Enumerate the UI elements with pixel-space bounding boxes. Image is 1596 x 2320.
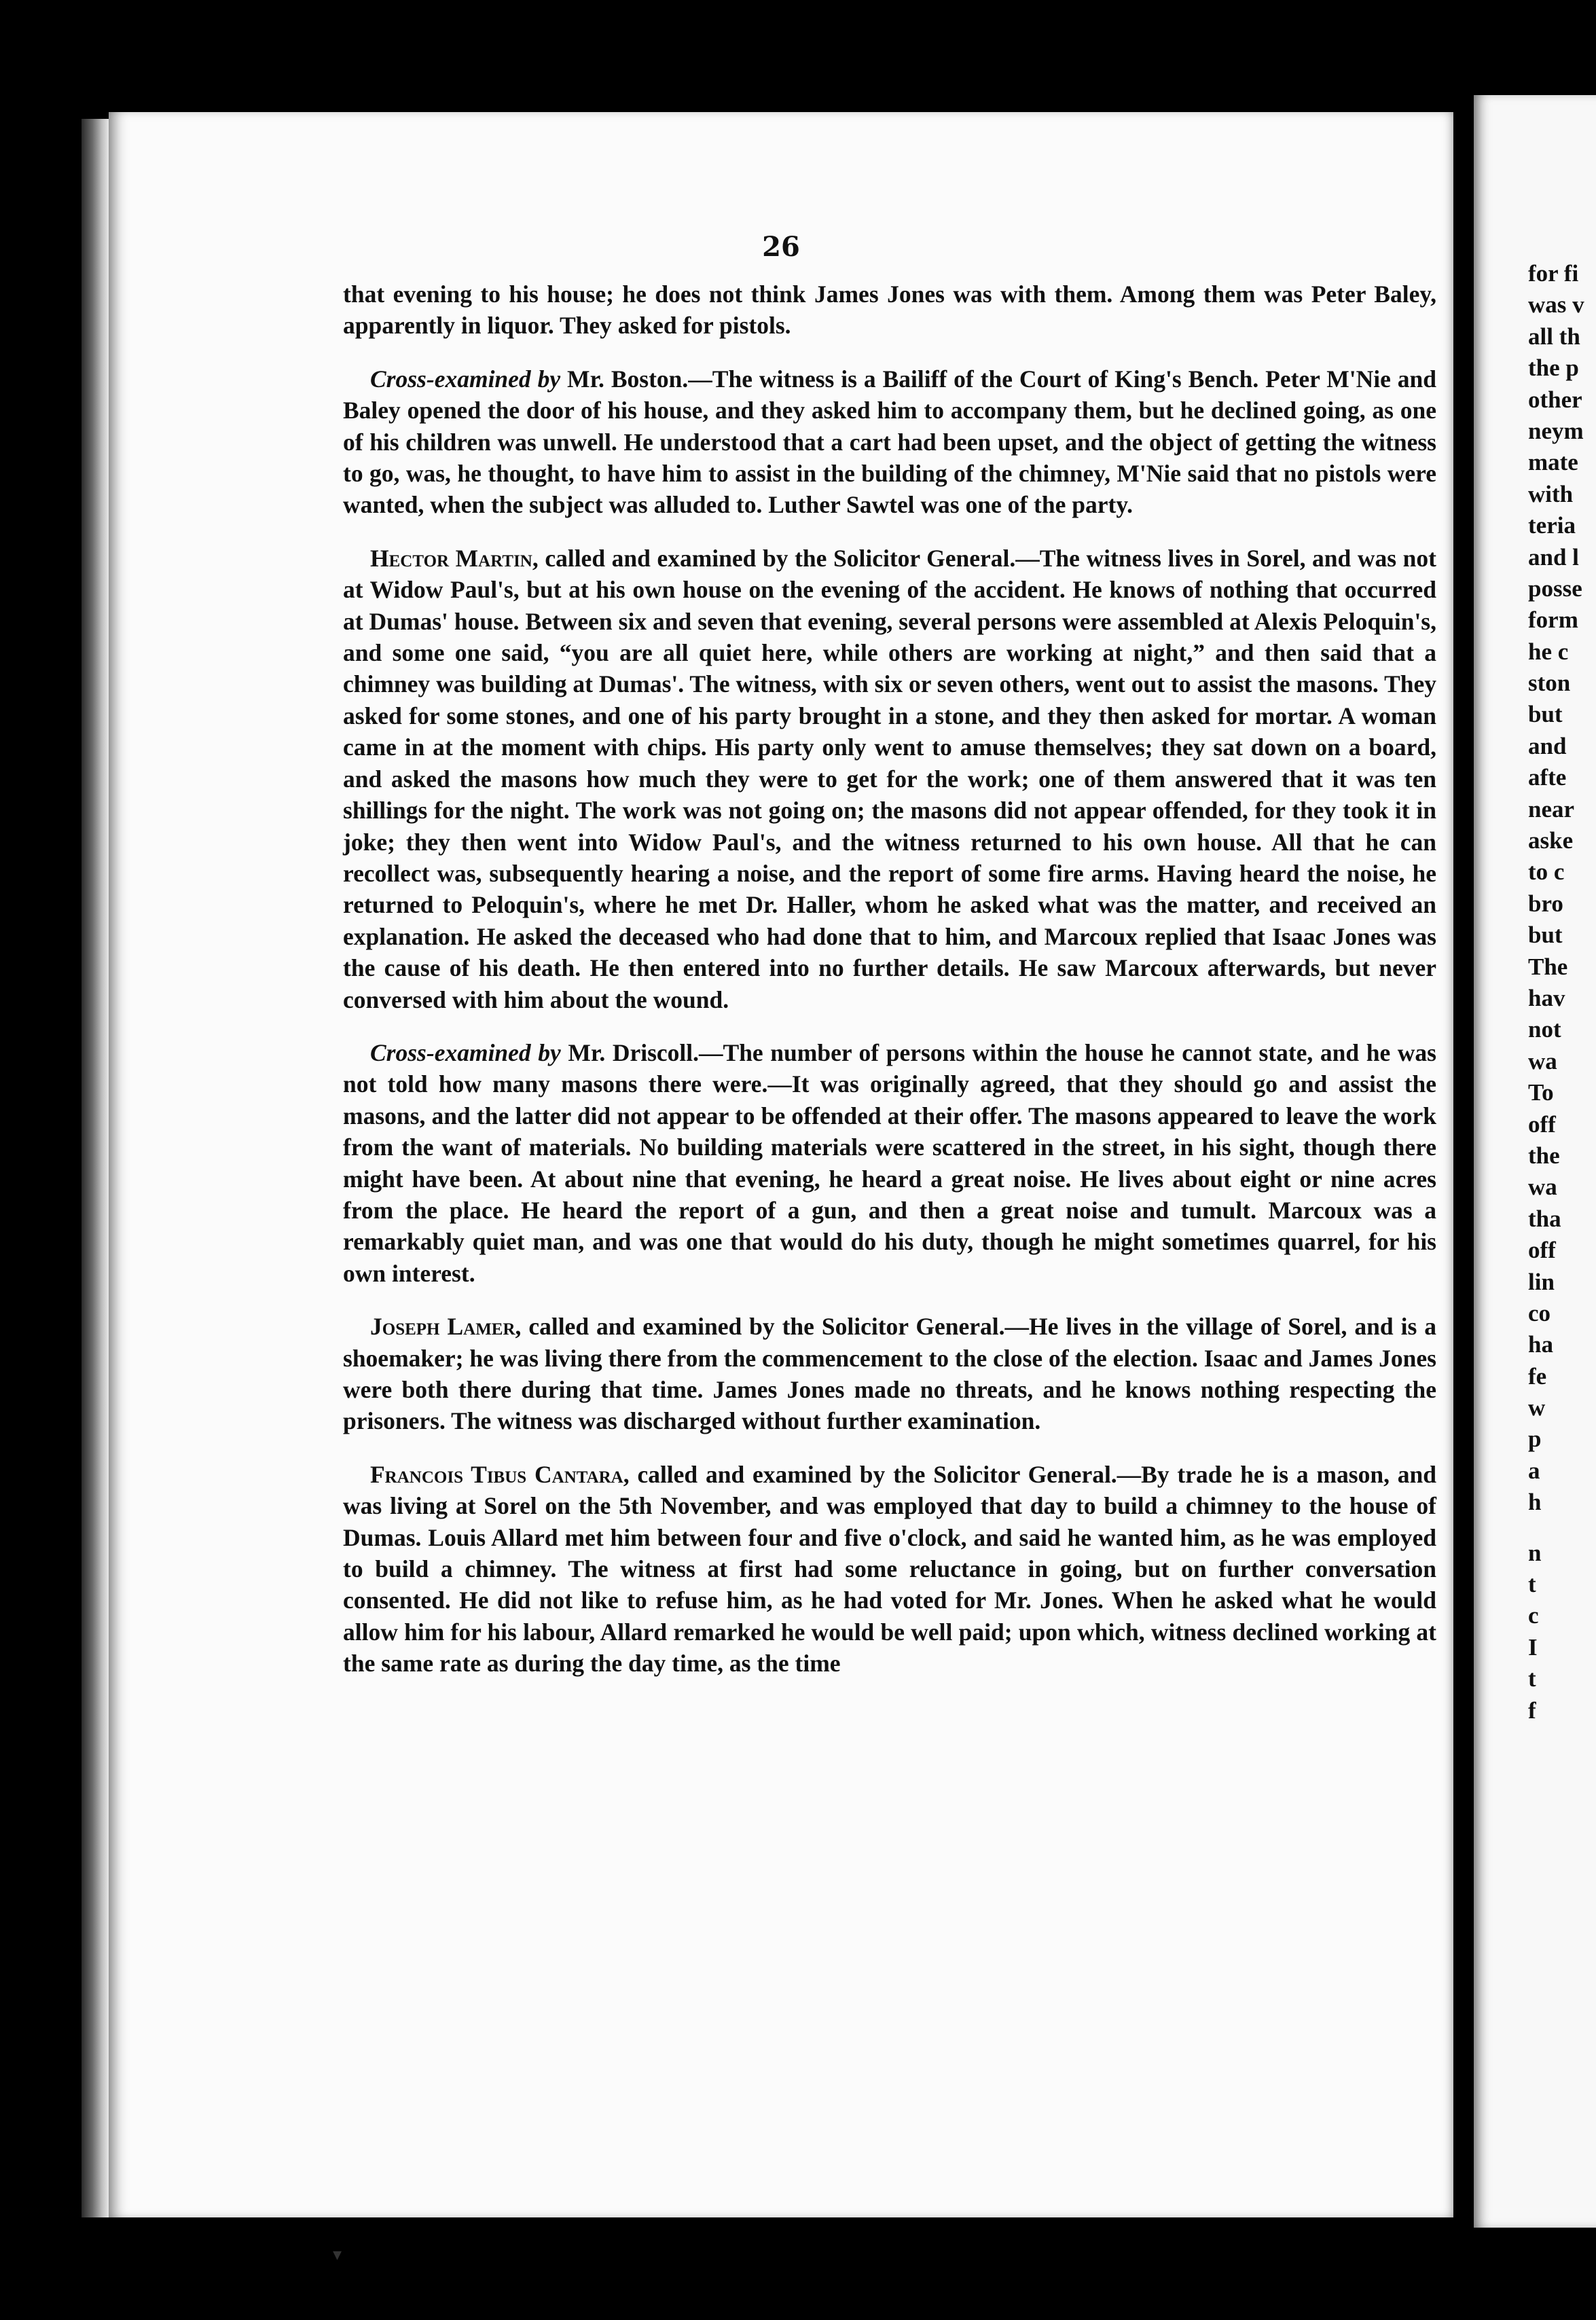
facing-page-fragment: to c: [1528, 858, 1565, 886]
facing-page-fragment: [1528, 1519, 1584, 1538]
margin-mark: ▾: [333, 2245, 342, 2265]
paragraph-lead: Joseph Lamer,: [370, 1313, 522, 1341]
page-body: [343, 278, 1436, 1701]
facing-page-fragment: and l: [1528, 543, 1579, 570]
facing-page-fragment: the: [1528, 1142, 1560, 1169]
paragraph-continuation: [343, 278, 1436, 342]
facing-page-fragment: The: [1528, 953, 1568, 980]
facing-page-fragment: wa: [1528, 1174, 1557, 1201]
facing-page-fragment: c: [1528, 1602, 1539, 1629]
facing-page-fragment: p: [1528, 1426, 1542, 1453]
facing-page-fragment: for fi: [1528, 260, 1579, 287]
paragraph-cross-examination-boston: [343, 363, 1436, 521]
facing-page-text-fragments: [1528, 258, 1584, 1726]
paragraph-francois-cantara: [343, 1459, 1436, 1680]
facing-page-fragment: n: [1528, 1539, 1542, 1566]
facing-page-fragment: posse: [1528, 575, 1582, 602]
facing-page-fragment: off: [1528, 1237, 1556, 1264]
facing-page-fragment: a: [1528, 1457, 1540, 1484]
paragraph-text: Mr. Boston.—The witness is a Bailiff of the Court of King's Bench. Peter M'Nie and Baley opened the door of his house, and they asked him to accompany them, but he declined going, as one of his children was unwell. He understood that a cart had been upset, and the object of getting the witness to go, was, he thought, to have him to assist in the building of the chimney, M'Nie said that no pistols were wanted, when the subject was alluded to. Luther Sawtel was one of the party.: [343, 365, 1437, 519]
facing-page-fragment: he c: [1528, 638, 1569, 665]
facing-page-fragment: near: [1528, 795, 1575, 822]
facing-page-fragment: but: [1528, 701, 1563, 728]
facing-page-fragment: t: [1528, 1571, 1536, 1598]
facing-page-fragment: neym: [1528, 417, 1584, 444]
facing-page-fragment: with: [1528, 480, 1574, 507]
paragraph-text: called and examined by the Solicitor General.—The witness lives in Sorel, and was not at Widow Paul's, but at his own house on the evening of the accident. He knows of nothing that occurred at Dumas' house. Between six and seven that evening, several persons were assembled at Alexis Peloquin's, and some one said, “you are all quiet here, while others are working at night,” and then said that a chimney was building at Dumas'. The witness, with six or seven others, went out to assist the masons. They asked for some stones, and one of his party brought in a stone, and they then asked for mortar. A woman came in at the moment with chips. His party only went to amuse themselves; they sat down on a board, and asked the masons how much they were to get for the work; one of them answered that it was ten shillings for the night. The work was not going on; the masons did not appear offended, for they took it in joke; they then went into Widow Paul's, and the witness returned to his own house. All that he can recollect was, subsequently hearing a noise, and the report of some fire arms. Having heard the noise, he returned to Peloquin's, where he met Dr. Haller, whom he asked what was the matter, and received an explanation. He asked the deceased who had done that to him, and Marcoux replied that Isaac Jones was the cause of his death. He then entered into no further details. He saw Marcoux afterwards, but never conversed with him about the wound.: [343, 544, 1436, 1013]
book-spine-edge: [81, 119, 109, 2217]
facing-page-fragment: w: [1528, 1394, 1546, 1421]
facing-page-fragment: other: [1528, 386, 1582, 413]
facing-page-fragment: co: [1528, 1299, 1551, 1326]
paragraph-cross-examination-driscoll: [343, 1037, 1436, 1289]
facing-page-fragment: bro: [1528, 890, 1563, 917]
paragraph-joseph-lamer: [343, 1311, 1436, 1437]
facing-page-fragment: f: [1528, 1697, 1536, 1724]
facing-page-fragment: ha: [1528, 1331, 1553, 1358]
facing-page-fragment: aske: [1528, 827, 1574, 854]
facing-page-fragment: and: [1528, 732, 1567, 759]
paragraph-lead: Cross-examined by: [370, 1038, 561, 1066]
facing-page-fragment: h: [1528, 1489, 1542, 1516]
facing-page-fragment: lin: [1528, 1268, 1555, 1295]
facing-page-fragment: teria: [1528, 512, 1576, 539]
facing-page-fragment: fe: [1528, 1362, 1547, 1390]
facing-page-fragment: mate: [1528, 449, 1578, 476]
paragraph-lead: Francois Tibus Cantara,: [370, 1460, 630, 1488]
facing-page-fragment: tha: [1528, 1205, 1561, 1232]
facing-page-fragment: afte: [1528, 764, 1567, 791]
facing-page-fragment: wa: [1528, 1047, 1557, 1074]
facing-page-fragment: ston: [1528, 670, 1571, 697]
facing-page-fragment: t: [1528, 1665, 1536, 1692]
facing-page-fragment: To: [1528, 1079, 1554, 1106]
facing-page-fragment: I: [1528, 1633, 1538, 1661]
facing-page-fragment: hav: [1528, 984, 1565, 1011]
page-number: 26: [762, 231, 800, 263]
facing-page-fragment: but: [1528, 922, 1563, 949]
facing-page-fragment: off: [1528, 1110, 1556, 1138]
paragraph-text: that evening to his house; he does not think James Jones was with them. Among them was Peter Baley, apparently in liquor. They asked for pistols.: [343, 280, 1436, 340]
paragraph-text: Mr. Driscoll.—The number of persons within the house he cannot state, and he was not told how many masons there were.—It was originally agreed, that they should go and assist the masons, and the latter did not appear to be offended at their offer. The masons appeared to leave the work from the want of materials. No building materials were scattered in the street, in his sight, though there might have been. At about nine that evening, he heard a great noise. He lives about eight or nine acres from the place. He heard the report of a gun, and then a great noise and tumult. Marcoux was a remarkably quiet man, and was one that would do his duty, though he might sometimes quarrel, for his own interest.: [343, 1038, 1437, 1287]
paragraph-hector-martin: [343, 543, 1436, 1015]
paragraph-text: called and examined by the Solicitor General.—He lives in the village of Sorel, and is a shoemaker; he was living there from the commencement to the close of the election. Isaac and James Jones were both there during that time. James Jones made no threats, and he knows nothing respecting the prisoners. The witness was discharged without further examination.: [343, 1313, 1436, 1435]
facing-page-fragment: was v: [1528, 291, 1584, 319]
facing-page-edge: [1474, 95, 1596, 2228]
left-page: [109, 112, 1453, 2265]
paragraph-lead: Hector Martin,: [370, 544, 539, 572]
paragraph-lead: Cross-examined by: [370, 365, 561, 393]
paragraph-text: called and examined by the Solicitor General.—By trade he is a mason, and was living at Sorel on the 5th November, and was employed that day to build a chimney to the house of Dumas. Louis Allard met him between four and five o'clock, and said he wanted him, as he was employed to build a chimney. The witness at first had some reluctance in going, but on further conversation consented. He did not like to refuse him, as he had voted for Mr. Jones. When he asked what he would allow him for his labour, Allard remarked he would be well paid; upon which, witness declined working at the same rate as during the day time, as the time: [343, 1460, 1437, 1678]
facing-page-fragment: not: [1528, 1016, 1561, 1043]
facing-page-fragment: form: [1528, 606, 1578, 634]
facing-page-fragment: all th: [1528, 323, 1580, 350]
facing-page-fragment: the p: [1528, 355, 1579, 382]
